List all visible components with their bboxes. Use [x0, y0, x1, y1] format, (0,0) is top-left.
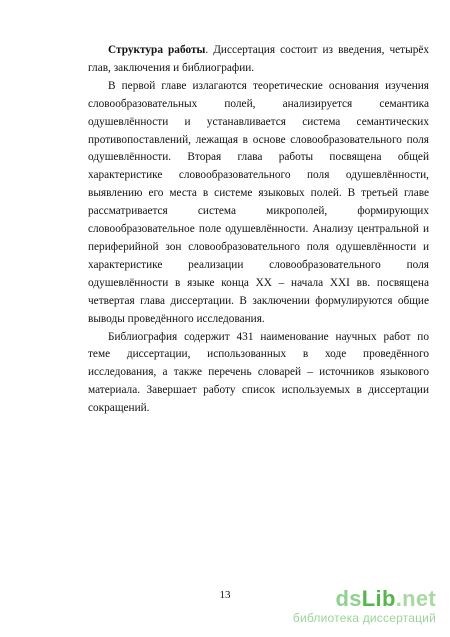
paragraph-text: . Диссертация состоит из введения, четырёх глав, заключения и библиографии. — [88, 44, 429, 74]
paragraph-lead: Структура работы — [108, 44, 206, 56]
watermark-brand-lib: Lib — [361, 586, 396, 611]
body-text — [88, 42, 429, 418]
paragraph-chapters — [88, 78, 429, 329]
watermark-brand-net: .net — [395, 586, 436, 611]
paragraph-structure — [88, 42, 429, 78]
paragraph-text: В первой главе излагаются теоретические основания изучения словообразовательных полей, анализируется семантика одушевлённости и устанавливается система семантических противопоставлений, лежащая в основе словообразовательного поля одушевлённости. Вторая глава работы посвящена общей характеристике словообразовательного поля одушевлённости, выявлению его места в системе языковых полей. В третьей главе рассматривается система микрополей, формирующих словообразовательное поле одушевлённости. Анализу центральной и периферийной зон словообразовательного поля одушевлённости и характеристике реализации словообразовательного поля одушевлённости в языке конца XX – начала XXI вв. посвящена четвертая глава диссертации. В заключении формулируются общие выводы проведённого исследования. — [88, 79, 429, 325]
watermark-brand — [286, 587, 436, 611]
paragraph-text: Библиография содержит 431 наименование научных работ по теме диссертации, использованных в ходе проведённого исследования, а также перечень словарей – источников языкового материала. Завершает работу список используемых в диссертации сокращений. — [88, 330, 429, 415]
page-number: 13 — [219, 589, 231, 601]
dslib-watermark — [286, 587, 436, 631]
paragraph-bibliography — [88, 329, 429, 419]
watermark-subtitle: библиотека диссертаций — [292, 611, 436, 625]
watermark-brand-ds: ds — [335, 586, 362, 611]
